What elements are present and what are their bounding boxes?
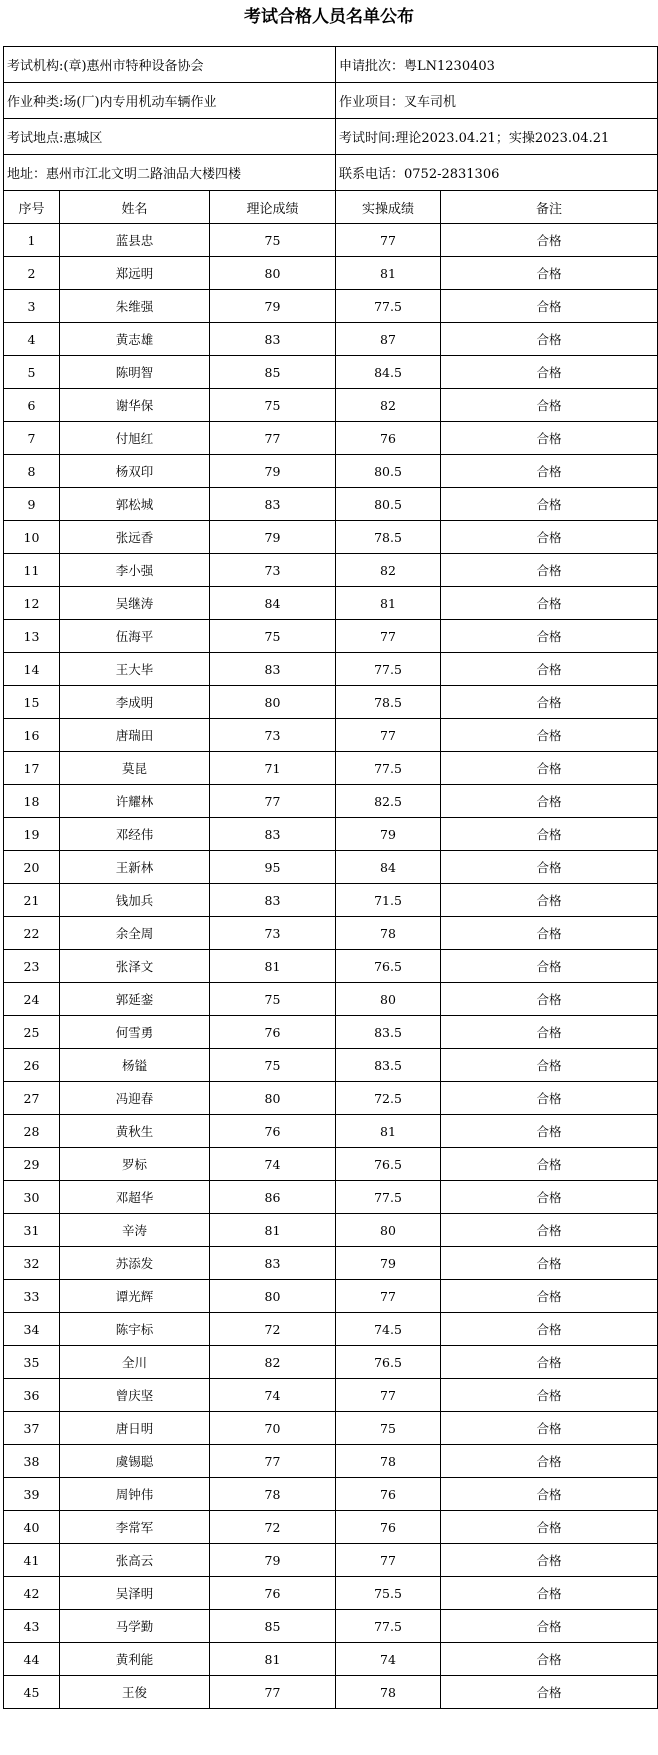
row-index: 29: [4, 1148, 60, 1181]
remark: 合格: [441, 1115, 658, 1148]
practical-score: 83.5: [336, 1016, 441, 1049]
candidate-name: 马学勤: [60, 1610, 210, 1643]
row-index: 37: [4, 1412, 60, 1445]
candidate-name: 钱加兵: [60, 884, 210, 917]
application-batch: 申请批次：粤LN1230403: [336, 47, 658, 83]
row-index: 27: [4, 1082, 60, 1115]
theory-score: 77: [210, 785, 336, 818]
table-row: [4, 1115, 658, 1148]
table-row: [4, 1016, 658, 1049]
table-row: [4, 224, 658, 257]
theory-score: 80: [210, 1082, 336, 1115]
remark: 合格: [441, 422, 658, 455]
row-index: 39: [4, 1478, 60, 1511]
practical-score: 77.5: [336, 653, 441, 686]
practical-score: 78.5: [336, 521, 441, 554]
remark: 合格: [441, 1346, 658, 1379]
theory-score: 74: [210, 1148, 336, 1181]
candidate-name: 许耀林: [60, 785, 210, 818]
exam-place: 考试地点:惠城区: [4, 119, 336, 155]
remark: 合格: [441, 257, 658, 290]
theory-score: 81: [210, 1214, 336, 1247]
remark: 合格: [441, 983, 658, 1016]
remark: 合格: [441, 1280, 658, 1313]
practical-score: 77: [336, 1379, 441, 1412]
table-row: [4, 1379, 658, 1412]
candidate-name: 苏添发: [60, 1247, 210, 1280]
table-row: [4, 356, 658, 389]
remark: 合格: [441, 785, 658, 818]
theory-score: 83: [210, 818, 336, 851]
table-row: [4, 521, 658, 554]
practical-score: 78: [336, 1676, 441, 1709]
table-row: [4, 1214, 658, 1247]
theory-score: 71: [210, 752, 336, 785]
table-header-row: [4, 191, 658, 224]
remark: 合格: [441, 356, 658, 389]
remark: 合格: [441, 1445, 658, 1478]
row-index: 30: [4, 1181, 60, 1214]
remark: 合格: [441, 1313, 658, 1346]
candidate-name: 曾庆坚: [60, 1379, 210, 1412]
theory-score: 83: [210, 884, 336, 917]
theory-score: 75: [210, 620, 336, 653]
row-index: 44: [4, 1643, 60, 1676]
practical-score: 74: [336, 1643, 441, 1676]
column-header-theory-score: 理论成绩: [210, 191, 336, 224]
theory-score: 95: [210, 851, 336, 884]
remark: 合格: [441, 1247, 658, 1280]
row-index: 32: [4, 1247, 60, 1280]
theory-score: 86: [210, 1181, 336, 1214]
theory-score: 75: [210, 224, 336, 257]
theory-score: 85: [210, 1610, 336, 1643]
remark: 合格: [441, 488, 658, 521]
candidate-name: 何雪勇: [60, 1016, 210, 1049]
candidate-name: 谢华保: [60, 389, 210, 422]
table-row: [4, 686, 658, 719]
practical-score: 75: [336, 1412, 441, 1445]
table-row: [4, 1181, 658, 1214]
theory-score: 70: [210, 1412, 336, 1445]
candidate-name: 杨双印: [60, 455, 210, 488]
table-row: [4, 1478, 658, 1511]
row-index: 34: [4, 1313, 60, 1346]
candidate-name: 王俊: [60, 1676, 210, 1709]
theory-score: 75: [210, 389, 336, 422]
practical-score: 83.5: [336, 1049, 441, 1082]
info-row-address: [4, 155, 658, 191]
theory-score: 79: [210, 521, 336, 554]
remark: 合格: [441, 1379, 658, 1412]
practical-score: 77: [336, 1280, 441, 1313]
practical-score: 77.5: [336, 290, 441, 323]
practical-score: 77: [336, 719, 441, 752]
candidate-name: 付旭红: [60, 422, 210, 455]
practical-score: 76.5: [336, 1148, 441, 1181]
column-header-practical-score: 实操成绩: [336, 191, 441, 224]
table-row: [4, 257, 658, 290]
row-index: 28: [4, 1115, 60, 1148]
row-index: 33: [4, 1280, 60, 1313]
row-index: 25: [4, 1016, 60, 1049]
row-index: 5: [4, 356, 60, 389]
remark: 合格: [441, 818, 658, 851]
theory-score: 74: [210, 1379, 336, 1412]
exam-org: 考试机构:(章)惠州市特种设备协会: [4, 47, 336, 83]
table-row: [4, 290, 658, 323]
candidate-name: 吴继涛: [60, 587, 210, 620]
table-row: [4, 1247, 658, 1280]
table-row: [4, 653, 658, 686]
practical-score: 80: [336, 983, 441, 1016]
practical-score: 77.5: [336, 1610, 441, 1643]
row-index: 8: [4, 455, 60, 488]
candidate-name: 陈宇标: [60, 1313, 210, 1346]
practical-score: 71.5: [336, 884, 441, 917]
candidate-name: 邓超华: [60, 1181, 210, 1214]
practical-score: 78.5: [336, 686, 441, 719]
row-index: 13: [4, 620, 60, 653]
row-index: 2: [4, 257, 60, 290]
practical-score: 76: [336, 1511, 441, 1544]
table-row: [4, 917, 658, 950]
remark: 合格: [441, 323, 658, 356]
table-row: [4, 1676, 658, 1709]
practical-score: 82: [336, 554, 441, 587]
results-table: [3, 46, 658, 1709]
remark: 合格: [441, 1181, 658, 1214]
row-index: 20: [4, 851, 60, 884]
candidate-name: 吴泽明: [60, 1577, 210, 1610]
table-row: [4, 719, 658, 752]
practical-score: 77: [336, 1544, 441, 1577]
practical-score: 76.5: [336, 1346, 441, 1379]
candidate-name: 陈明智: [60, 356, 210, 389]
row-index: 40: [4, 1511, 60, 1544]
theory-score: 76: [210, 1577, 336, 1610]
practical-score: 76: [336, 422, 441, 455]
table-row: [4, 983, 658, 1016]
row-index: 38: [4, 1445, 60, 1478]
candidate-name: 王大毕: [60, 653, 210, 686]
table-row: [4, 1412, 658, 1445]
practical-score: 74.5: [336, 1313, 441, 1346]
table-row: [4, 1082, 658, 1115]
row-index: 14: [4, 653, 60, 686]
row-index: 10: [4, 521, 60, 554]
candidate-name: 罗标: [60, 1148, 210, 1181]
remark: 合格: [441, 1049, 658, 1082]
practical-score: 79: [336, 1247, 441, 1280]
remark: 合格: [441, 884, 658, 917]
candidate-name: 朱维强: [60, 290, 210, 323]
theory-score: 77: [210, 422, 336, 455]
candidate-name: 周钟伟: [60, 1478, 210, 1511]
contact-phone: 联系电话：0752-2831306: [336, 155, 658, 191]
remark: 合格: [441, 389, 658, 422]
address: 地址：惠州市江北文明二路油品大楼四楼: [4, 155, 336, 191]
row-index: 23: [4, 950, 60, 983]
remark: 合格: [441, 950, 658, 983]
theory-score: 77: [210, 1445, 336, 1478]
candidate-name: 唐日明: [60, 1412, 210, 1445]
candidate-name: 余全周: [60, 917, 210, 950]
theory-score: 83: [210, 488, 336, 521]
candidate-name: 冯迎春: [60, 1082, 210, 1115]
practical-score: 82: [336, 389, 441, 422]
theory-score: 73: [210, 554, 336, 587]
remark: 合格: [441, 1016, 658, 1049]
theory-score: 84: [210, 587, 336, 620]
remark: 合格: [441, 1676, 658, 1709]
remark: 合格: [441, 1082, 658, 1115]
candidate-name: 谭光辉: [60, 1280, 210, 1313]
row-index: 12: [4, 587, 60, 620]
candidate-name: 李常军: [60, 1511, 210, 1544]
remark: 合格: [441, 1577, 658, 1610]
row-index: 22: [4, 917, 60, 950]
row-index: 7: [4, 422, 60, 455]
row-index: 36: [4, 1379, 60, 1412]
theory-score: 80: [210, 686, 336, 719]
column-header-index: 序号: [4, 191, 60, 224]
theory-score: 75: [210, 983, 336, 1016]
theory-score: 83: [210, 323, 336, 356]
remark: 合格: [441, 851, 658, 884]
remark: 合格: [441, 554, 658, 587]
table-row: [4, 1643, 658, 1676]
candidate-name: 莫昆: [60, 752, 210, 785]
info-row-org: [4, 47, 658, 83]
remark: 合格: [441, 1148, 658, 1181]
theory-score: 79: [210, 1544, 336, 1577]
row-index: 4: [4, 323, 60, 356]
remark: 合格: [441, 587, 658, 620]
remark: 合格: [441, 1412, 658, 1445]
row-index: 15: [4, 686, 60, 719]
remark: 合格: [441, 521, 658, 554]
practical-score: 81: [336, 257, 441, 290]
practical-score: 75.5: [336, 1577, 441, 1610]
work-project: 作业项目：叉车司机: [336, 83, 658, 119]
candidate-name: 蓝县忠: [60, 224, 210, 257]
table-row: [4, 587, 658, 620]
remark: 合格: [441, 1610, 658, 1643]
candidate-name: 郭延銮: [60, 983, 210, 1016]
practical-score: 77.5: [336, 752, 441, 785]
row-index: 17: [4, 752, 60, 785]
candidate-name: 伍海平: [60, 620, 210, 653]
theory-score: 83: [210, 1247, 336, 1280]
practical-score: 76.5: [336, 950, 441, 983]
remark: 合格: [441, 1544, 658, 1577]
row-index: 9: [4, 488, 60, 521]
table-row: [4, 620, 658, 653]
row-index: 45: [4, 1676, 60, 1709]
row-index: 1: [4, 224, 60, 257]
candidate-name: 黄秋生: [60, 1115, 210, 1148]
practical-score: 76: [336, 1478, 441, 1511]
theory-score: 81: [210, 1643, 336, 1676]
practical-score: 84: [336, 851, 441, 884]
practical-score: 77: [336, 224, 441, 257]
table-row: [4, 1544, 658, 1577]
remark: 合格: [441, 455, 658, 488]
table-row: [4, 1049, 658, 1082]
column-header-name: 姓名: [60, 191, 210, 224]
row-index: 43: [4, 1610, 60, 1643]
row-index: 41: [4, 1544, 60, 1577]
theory-score: 72: [210, 1313, 336, 1346]
table-row: [4, 422, 658, 455]
theory-score: 73: [210, 917, 336, 950]
theory-score: 72: [210, 1511, 336, 1544]
theory-score: 76: [210, 1016, 336, 1049]
remark: 合格: [441, 653, 658, 686]
table-row: [4, 851, 658, 884]
theory-score: 79: [210, 455, 336, 488]
table-row: [4, 1577, 658, 1610]
theory-score: 79: [210, 290, 336, 323]
practical-score: 80.5: [336, 455, 441, 488]
candidate-name: 郭松城: [60, 488, 210, 521]
table-row: [4, 950, 658, 983]
remark: 合格: [441, 917, 658, 950]
table-row: [4, 389, 658, 422]
practical-score: 72.5: [336, 1082, 441, 1115]
table-row: [4, 488, 658, 521]
remark: 合格: [441, 224, 658, 257]
exam-time: 考试时间:理论2023.04.21；实操2023.04.21: [336, 119, 658, 155]
remark: 合格: [441, 1478, 658, 1511]
row-index: 6: [4, 389, 60, 422]
row-index: 16: [4, 719, 60, 752]
table-row: [4, 1313, 658, 1346]
theory-score: 73: [210, 719, 336, 752]
remark: 合格: [441, 686, 658, 719]
work-category: 作业种类:场(厂)内专用机动车辆作业: [4, 83, 336, 119]
table-row: [4, 1280, 658, 1313]
table-row: [4, 1148, 658, 1181]
table-row: [4, 323, 658, 356]
practical-score: 79: [336, 818, 441, 851]
candidate-name: 王新林: [60, 851, 210, 884]
theory-score: 83: [210, 653, 336, 686]
theory-score: 75: [210, 1049, 336, 1082]
info-row-place: [4, 119, 658, 155]
candidate-name: 李小强: [60, 554, 210, 587]
practical-score: 87: [336, 323, 441, 356]
remark: 合格: [441, 1214, 658, 1247]
remark: 合格: [441, 1643, 658, 1676]
practical-score: 77: [336, 620, 441, 653]
candidate-name: 张高云: [60, 1544, 210, 1577]
candidate-name: 唐瑞田: [60, 719, 210, 752]
remark: 合格: [441, 290, 658, 323]
row-index: 31: [4, 1214, 60, 1247]
candidate-name: 黄利能: [60, 1643, 210, 1676]
practical-score: 81: [336, 587, 441, 620]
remark: 合格: [441, 620, 658, 653]
candidate-name: 张远香: [60, 521, 210, 554]
theory-score: 78: [210, 1478, 336, 1511]
row-index: 26: [4, 1049, 60, 1082]
table-row: [4, 1511, 658, 1544]
candidate-name: 郑远明: [60, 257, 210, 290]
row-index: 21: [4, 884, 60, 917]
remark: 合格: [441, 752, 658, 785]
theory-score: 85: [210, 356, 336, 389]
candidate-name: 虞锡聪: [60, 1445, 210, 1478]
candidate-name: 张泽文: [60, 950, 210, 983]
row-index: 3: [4, 290, 60, 323]
remark: 合格: [441, 1511, 658, 1544]
theory-score: 77: [210, 1676, 336, 1709]
theory-score: 80: [210, 257, 336, 290]
candidate-name: 全川: [60, 1346, 210, 1379]
practical-score: 78: [336, 917, 441, 950]
candidate-name: 李成明: [60, 686, 210, 719]
table-row: [4, 1610, 658, 1643]
theory-score: 76: [210, 1115, 336, 1148]
table-row: [4, 554, 658, 587]
row-index: 11: [4, 554, 60, 587]
practical-score: 77.5: [336, 1181, 441, 1214]
table-row: [4, 884, 658, 917]
candidate-name: 邓经伟: [60, 818, 210, 851]
practical-score: 80: [336, 1214, 441, 1247]
page-title: 考试合格人员名单公布: [244, 7, 414, 27]
candidate-name: 杨镒: [60, 1049, 210, 1082]
theory-score: 81: [210, 950, 336, 983]
practical-score: 82.5: [336, 785, 441, 818]
theory-score: 80: [210, 1280, 336, 1313]
row-index: 24: [4, 983, 60, 1016]
table-row: [4, 752, 658, 785]
practical-score: 78: [336, 1445, 441, 1478]
theory-score: 82: [210, 1346, 336, 1379]
row-index: 19: [4, 818, 60, 851]
row-index: 18: [4, 785, 60, 818]
info-row-category: [4, 83, 658, 119]
table-row: [4, 818, 658, 851]
table-row: [4, 455, 658, 488]
table-row: [4, 1445, 658, 1478]
remark: 合格: [441, 719, 658, 752]
row-index: 35: [4, 1346, 60, 1379]
table-row: [4, 1346, 658, 1379]
practical-score: 80.5: [336, 488, 441, 521]
table-row: [4, 785, 658, 818]
column-header-remark: 备注: [441, 191, 658, 224]
practical-score: 84.5: [336, 356, 441, 389]
practical-score: 81: [336, 1115, 441, 1148]
candidate-name: 黄志雄: [60, 323, 210, 356]
row-index: 42: [4, 1577, 60, 1610]
candidate-name: 辛涛: [60, 1214, 210, 1247]
